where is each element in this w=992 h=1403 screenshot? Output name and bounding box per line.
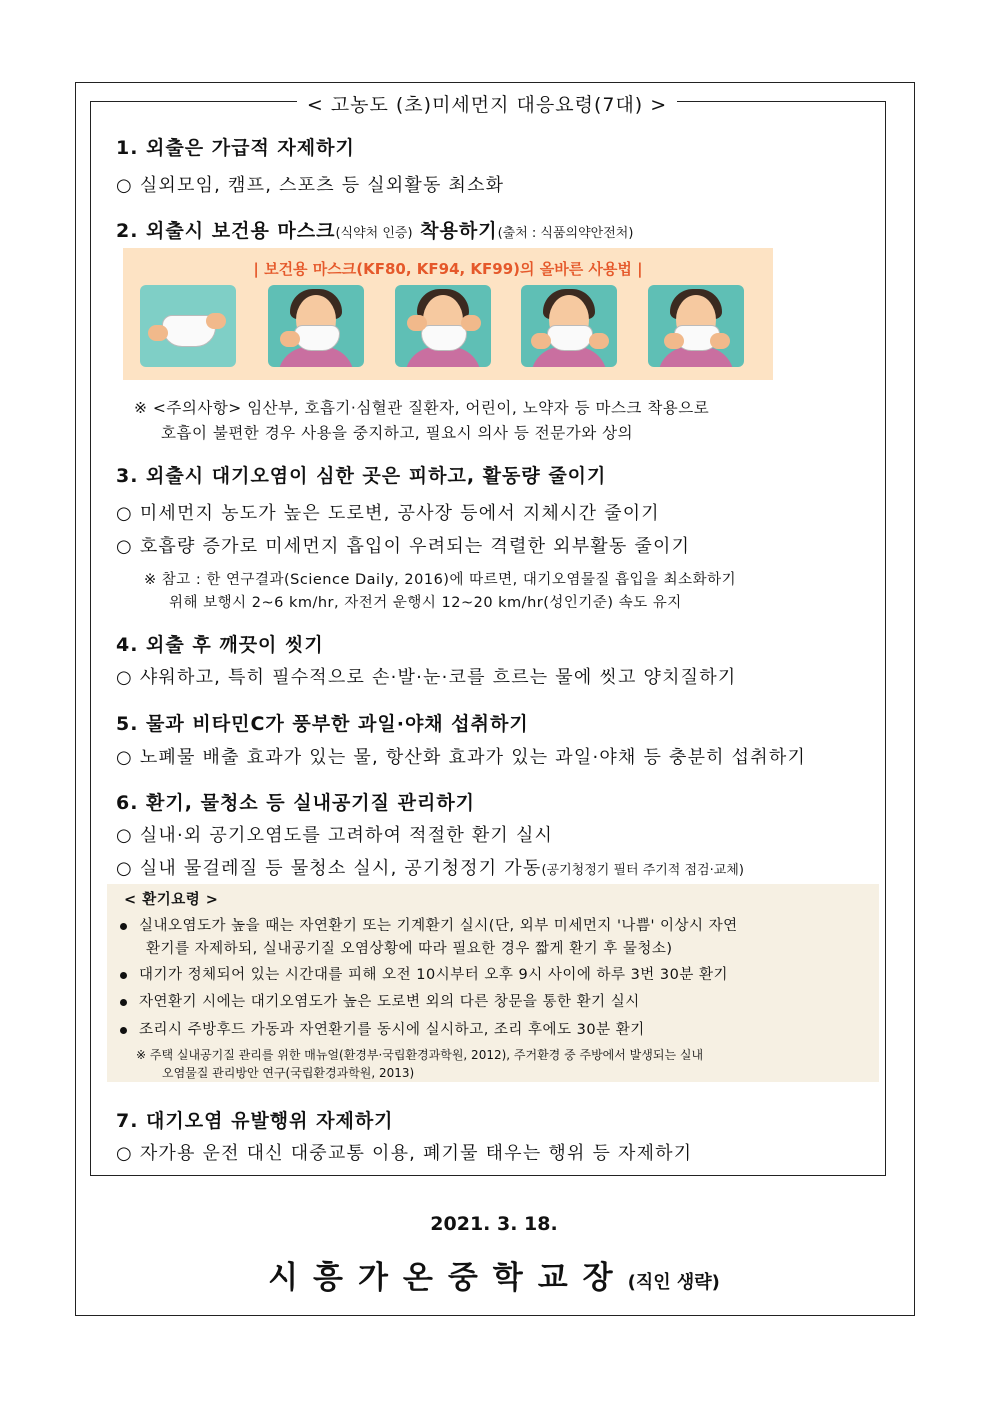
mask-step-2 <box>268 285 364 367</box>
section-3-reference-2: 위해 보행시 2~6 km/hr, 자전거 운행시 12~20 km/hr(성인기준) 속도 유지 <box>169 595 682 611</box>
section-7-heading: 7. 대기오염 유발행위 자제하기 <box>116 1110 394 1132</box>
ventilation-bullet-3 <box>120 990 640 1011</box>
mask-icon <box>294 325 340 351</box>
section-1-heading: 1. 외출은 가급적 자제하기 <box>116 137 355 159</box>
section-3-item-1: ○ 미세먼지 농도가 높은 도로변, 공사장 등에서 지체시간 줄이기 <box>116 503 660 524</box>
mask-caution-line-2: 호흡이 불편한 경우 사용을 중지하고, 필요시 의사 등 전문가와 상의 <box>161 424 634 442</box>
signature-line <box>75 1252 913 1297</box>
bullet-icon <box>120 972 127 979</box>
hand-icon <box>589 333 609 349</box>
section-7-item: ○ 자가용 운전 대신 대중교통 이용, 폐기물 태우는 행위 등 자제하기 <box>116 1143 693 1164</box>
bullet-icon <box>120 1027 127 1034</box>
section-1-item: ○ 실외모임, 캠프, 스포츠 등 실외활동 최소화 <box>116 175 505 196</box>
seal-omitted-note: (직인 생략) <box>627 1272 720 1293</box>
hand-icon <box>664 333 684 349</box>
hand-icon <box>280 331 300 347</box>
ventilation-bullet-3-text: 자연환기 시에는 대기오염도가 높은 도로변 외의 다른 창문을 통한 환기 실시 <box>139 994 640 1010</box>
mask-usage-illustration <box>123 248 773 380</box>
box-title <box>90 90 884 117</box>
section-2-heading <box>116 216 633 243</box>
section-6-heading: 6. 환기, 물청소 등 실내공기질 관리하기 <box>116 792 476 814</box>
mask-illustration-caption: | 보건용 마스크(KF80, KF94, KF99)의 올바른 사용법 | <box>253 260 643 278</box>
hand-icon <box>407 315 427 331</box>
ventilation-bullet-2-text: 대기가 정체되어 있는 시간대를 피해 오전 10시부터 오후 9시 사이에 하루 3번 30분 환기 <box>139 967 728 983</box>
hand-icon <box>461 315 481 331</box>
section-2-heading-wear: 착용하기 <box>412 220 498 242</box>
section-3-item-2: ○ 호흡량 증가로 미세먼지 흡입이 우려되는 격렬한 외부활동 줄이기 <box>116 536 691 557</box>
mask-step-5 <box>648 285 744 367</box>
signer-name: 시흥가온중학교장 <box>268 1260 628 1296</box>
section-6-item-1: ○ 실내·외 공기오염도를 고려하여 적절한 환기 실시 <box>116 825 554 846</box>
hand-icon <box>206 313 226 329</box>
mask-step-3 <box>395 285 491 367</box>
mask-caution-line-1: ※ <주의사항> 임산부, 호흡기·심혈관 질환자, 어린이, 노약자 등 마스크 착용으로 <box>134 399 710 417</box>
ventilation-reference-2: 오염물질 관리방안 연구(국립환경과학원, 2013) <box>162 1066 415 1080</box>
mask-icon <box>421 325 467 351</box>
hand-icon <box>148 325 168 341</box>
section-6-item-2-main: ○ 실내 물걸레질 등 물청소 실시, 공기청정기 가동 <box>116 858 542 879</box>
box-title-text: < 고농도 (초)미세먼지 대응요령(7대) > <box>297 94 677 116</box>
section-4-heading: 4. 외출 후 깨끗이 씻기 <box>116 634 324 656</box>
section-2-heading-main: 2. 외출시 보건용 마스크 <box>116 220 336 242</box>
bullet-icon <box>120 923 127 930</box>
ventilation-bullet-1-text: 실내오염도가 높을 때는 자연환기 또는 기계환기 실시(단, 외부 미세먼지 '나쁨' 이상시 자연 <box>139 918 738 934</box>
section-5-heading: 5. 물과 비타민C가 풍부한 과일·야채 섭취하기 <box>116 713 529 735</box>
document-date: 2021. 3. 18. <box>430 1213 558 1235</box>
section-6-item-2 <box>116 854 744 880</box>
section-2-heading-source: (출처 : 식품의약안전처) <box>497 226 634 241</box>
ventilation-bullet-1-cont: 환기를 자제하되, 실내공기질 오염상황에 따라 필요한 경우 짧게 환기 후 물청소) <box>146 941 673 957</box>
mask-icon <box>547 325 593 351</box>
section-3-reference-1: ※ 참고 : 한 연구결과(Science Daily, 2016)에 따르면, 대기오염물질 흡입을 최소화하기 <box>144 572 737 588</box>
section-4-item: ○ 샤워하고, 특히 필수적으로 손·발·눈·코를 흐르는 물에 씻고 양치질하기 <box>116 667 737 688</box>
hand-icon <box>710 333 730 349</box>
ventilation-bullet-4-text: 조리시 주방후드 가동과 자연환기를 동시에 실시하고, 조리 후에도 30분 환기 <box>139 1022 645 1038</box>
ventilation-bullet-1 <box>120 914 738 935</box>
mask-step-4 <box>521 285 617 367</box>
bullet-icon <box>120 999 127 1006</box>
section-5-item: ○ 노폐물 배출 효과가 있는 물, 항산화 효과가 있는 과일·야채 등 충분히 섭취하기 <box>116 747 807 768</box>
mask-step-1 <box>140 285 236 367</box>
section-6-item-2-note: (공기청정기 필터 주기적 점검·교체) <box>541 863 744 878</box>
ventilation-bullet-4 <box>120 1018 645 1039</box>
ventilation-reference-1: ※ 주택 실내공기질 관리를 위한 매뉴얼(환경부·국립환경과학원, 2012), 주거환경 중 주방에서 발생되는 실내 <box>136 1048 704 1062</box>
section-3-heading: 3. 외출시 대기오염이 심한 곳은 피하고, 활동량 줄이기 <box>116 465 607 487</box>
ventilation-guide-title: < 환기요령 > <box>124 892 219 908</box>
hand-icon <box>531 333 551 349</box>
ventilation-bullet-2 <box>120 963 728 984</box>
section-2-heading-cert: (식약처 인증) <box>335 226 413 241</box>
